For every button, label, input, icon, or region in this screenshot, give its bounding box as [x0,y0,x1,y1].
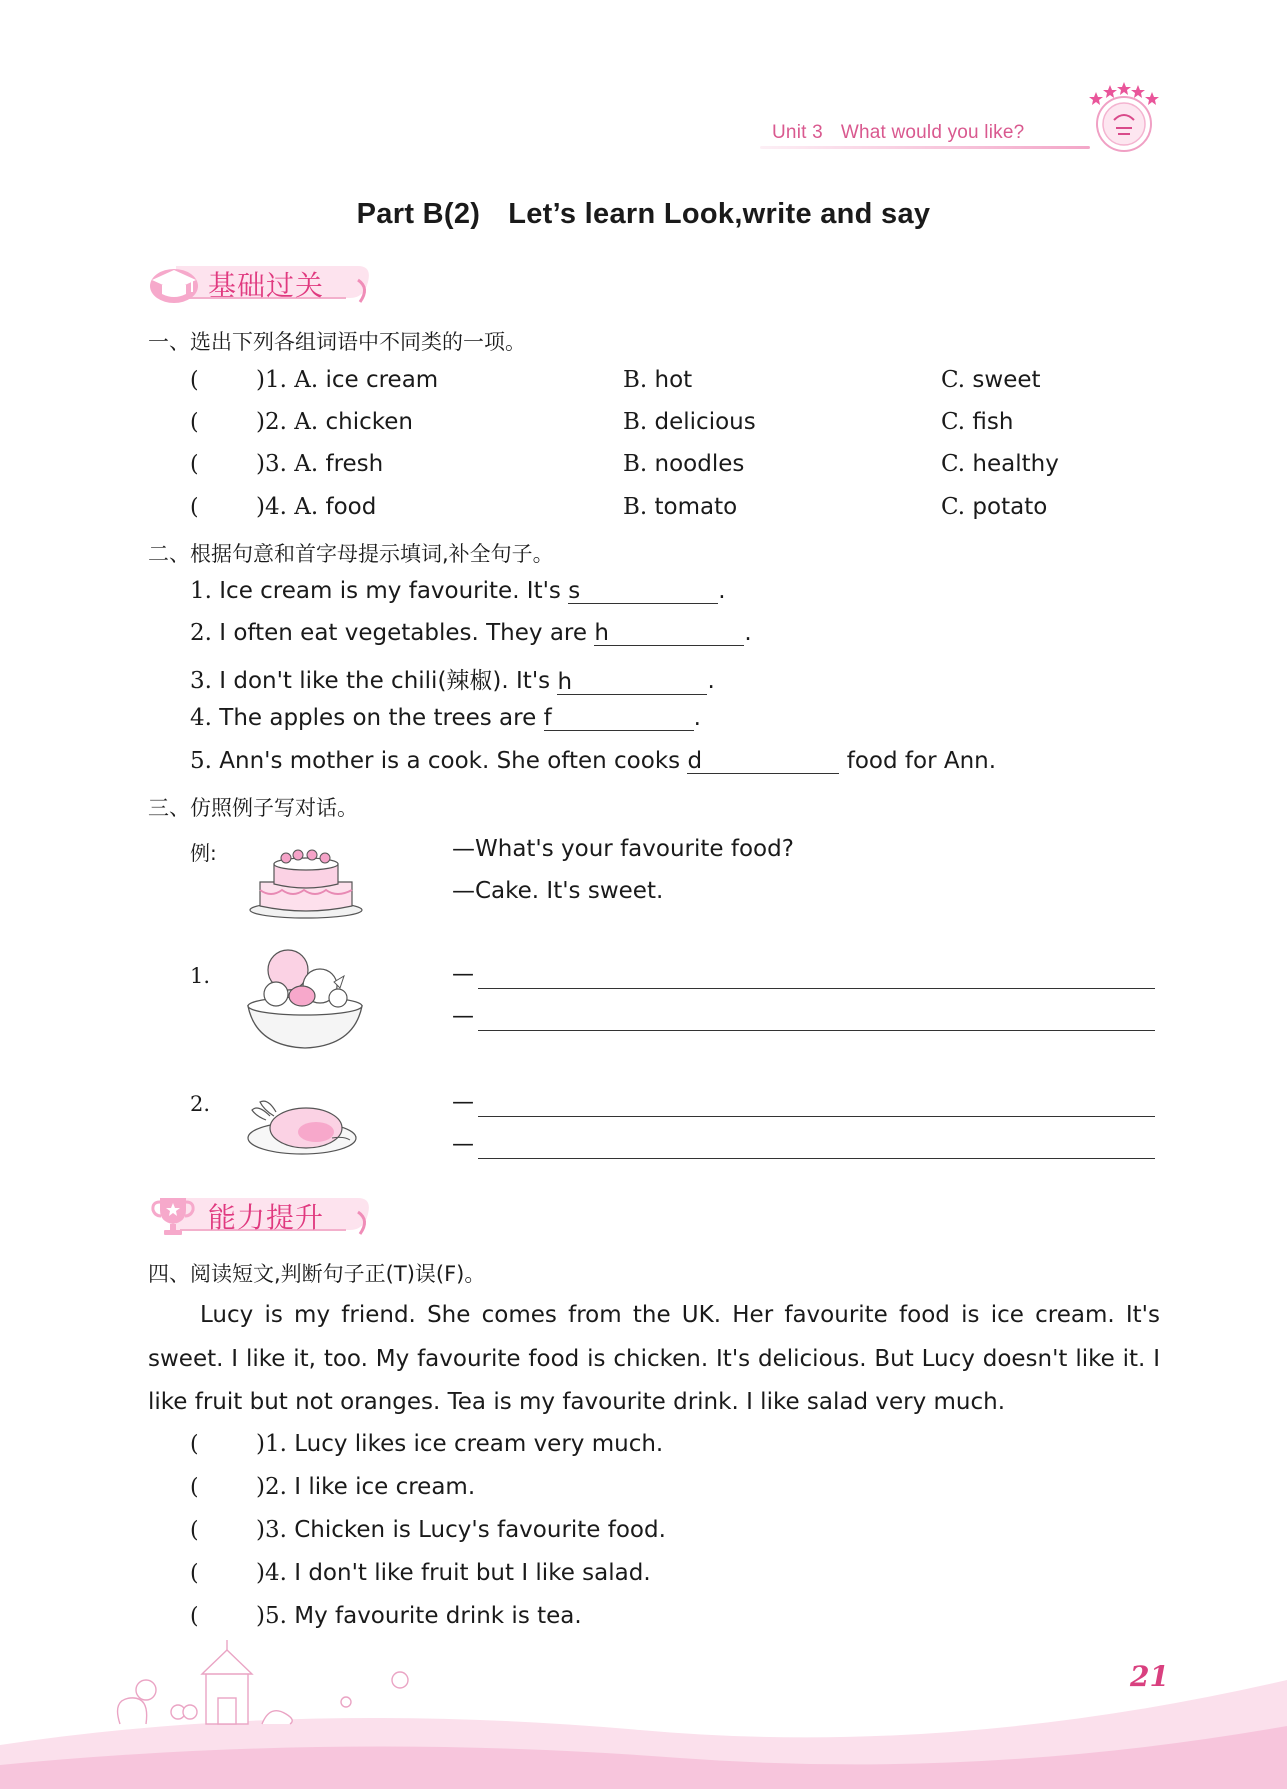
item-number: 2. [190,1092,211,1116]
fill-blank[interactable] [568,578,718,604]
answer-dash: — [452,1132,474,1157]
option-b-prefix: B. [623,367,648,393]
section2-heading: 二、根据句意和首字母提示填词,补全句子。 [148,542,554,566]
answer-paren: ( [190,495,199,520]
sentence-after: . [707,668,715,694]
cake-image [246,846,366,920]
option-b-prefix: B. [623,494,648,520]
option-a: chicken [325,409,413,435]
item-number: )3. A. [256,451,319,477]
sentence-before: Ann's mother is a cook. She often cooks [219,748,688,774]
answer-paren: ( [190,1475,199,1500]
item-text [256,1603,582,1629]
page-number: 21 [1130,1660,1169,1693]
option-c-prefix: C. [941,409,966,435]
hint-letter: s [568,578,581,604]
section1-heading: 一、选出下列各组词语中不同类的一项。 [148,330,526,354]
sentence-before: Ice cream is my favourite. It's [219,578,569,604]
option-c-text: sweet [972,367,1041,393]
option-c [941,409,1013,435]
fruit-bowl-image [242,946,368,1052]
answer-paren: ( [190,1432,199,1457]
answer-paren: ( [190,1561,199,1586]
option-c [941,494,1047,520]
sentence-before: I often eat vegetables. They are [219,620,595,646]
passage-text: Lucy is my friend. She comes from the UK. Her favourite food is ice cream. It's sweet. I like it, too. My favourite food is chicken. It's delicious. But Lucy doesn't like it. I like fruit but not oranges. Tea is my favourite drink. I like salad very much. [148,1302,1160,1415]
item-number: 1. [190,578,212,604]
option-c-prefix: C. [941,367,966,393]
sentence-after: food for Ann. [839,748,997,774]
item-text [256,1474,475,1500]
option-c-text: fish [972,409,1014,435]
logo-badge-icon [1084,80,1164,160]
example-label: 例: [190,841,217,865]
list-item [190,748,996,774]
item-number: 4. [190,705,212,731]
option-b-text: hot [654,367,693,393]
option-c [941,451,1059,477]
example-question: —What's your favourite food? [452,836,794,862]
answer-line[interactable] [452,1132,1155,1162]
option-b [623,451,744,477]
section4-heading: 四、阅读短文,判断句子正(T)误(F)。 [148,1262,486,1286]
option-c-prefix: C. [941,451,966,477]
option-b [623,409,756,435]
option-a: ice cream [325,367,439,393]
statement: I don't like fruit but I like salad. [294,1560,651,1586]
option-a: food [325,494,377,520]
item-number: )4. [256,1560,287,1586]
part-title-right: Let’s learn Look,write and say [508,198,931,230]
list-item [190,705,701,731]
statement: My favourite drink is tea. [294,1603,582,1629]
sentence-after: . [718,578,726,604]
banner-basic-label: 基础过关 [208,269,325,302]
option-b-text: tomato [654,494,738,520]
option-b-text: noodles [654,451,745,477]
option-c-prefix: C. [941,494,966,520]
statement: Chicken is Lucy's favourite food. [294,1517,666,1543]
graduation-cap-icon [148,264,200,304]
answer-dash: — [452,1090,474,1115]
page-title [0,198,1287,231]
list-item [190,662,715,695]
banner-basic [146,258,376,306]
item-text [256,1517,666,1543]
item-text [256,367,438,393]
fill-blank[interactable] [544,705,694,731]
hint-letter: h [594,620,609,646]
fill-blank[interactable] [687,748,839,774]
header-unit: Unit 3 [772,122,823,143]
item-text [256,409,413,435]
part-title-left: Part B(2) [356,198,481,230]
option-b-text: delicious [654,409,756,435]
item-text [256,451,383,477]
hint-letter: f [543,705,552,731]
item-number: )3. [256,1517,287,1543]
item-text [256,494,376,520]
answer-paren: ( [190,1604,199,1629]
answer-paren: ( [190,1518,199,1543]
header-text [772,122,1024,144]
answer-line[interactable] [452,1004,1155,1034]
option-c-text: potato [972,494,1048,520]
answer-paren: ( [190,452,199,477]
section3-heading: 三、仿照例子写对话。 [148,796,358,820]
item-number: 1. [190,964,211,988]
header-unit-title: What would you like? [840,122,1025,143]
answer-line[interactable] [452,1090,1155,1120]
banner-advanced-label: 能力提升 [208,1201,325,1234]
item-number: )1. [256,1431,287,1457]
reading-passage [148,1294,1160,1425]
hint-letter: h [557,669,573,695]
item-number: )5. [256,1603,287,1629]
answer-dash: — [452,1004,474,1029]
item-text [256,1560,651,1586]
answer-paren: ( [190,368,199,393]
roast-chicken-image [246,1094,358,1156]
banner-advanced [146,1190,376,1238]
sentence-after: . [693,705,701,731]
answer-dash: — [452,962,474,987]
option-c-text: healthy [972,451,1059,477]
sentence-before: The apples on the trees are [219,705,544,731]
answer-paren: ( [190,410,199,435]
fill-blank[interactable] [557,669,707,695]
item-number: )2. [256,1474,287,1500]
option-b-prefix: B. [623,451,648,477]
list-item [190,620,752,646]
answer-line[interactable] [452,962,1155,992]
item-number: )1. A. [256,367,319,393]
list-item [190,578,726,604]
option-a: fresh [325,451,384,477]
option-c [941,367,1041,393]
item-number: 5. [190,748,212,774]
sentence-before: I don't like the chili(辣椒). It's [219,668,558,694]
trophy-icon [150,1194,196,1238]
fill-blank[interactable] [594,620,744,646]
footer-decoration [0,1640,1287,1789]
item-number: )4. A. [256,494,319,520]
sentence-after: . [744,620,752,646]
item-text [256,1431,663,1457]
hint-letter: d [687,748,703,774]
example-answer: —Cake. It's sweet. [452,878,664,904]
item-number: 3. [190,668,212,694]
item-number: 2. [190,620,212,646]
item-number: )2. A. [256,409,319,435]
statement: Lucy likes ice cream very much. [294,1431,664,1457]
option-b [623,367,692,393]
option-b-prefix: B. [623,409,648,435]
header-underline [760,146,1090,149]
option-b [623,494,737,520]
statement: I like ice cream. [294,1474,476,1500]
